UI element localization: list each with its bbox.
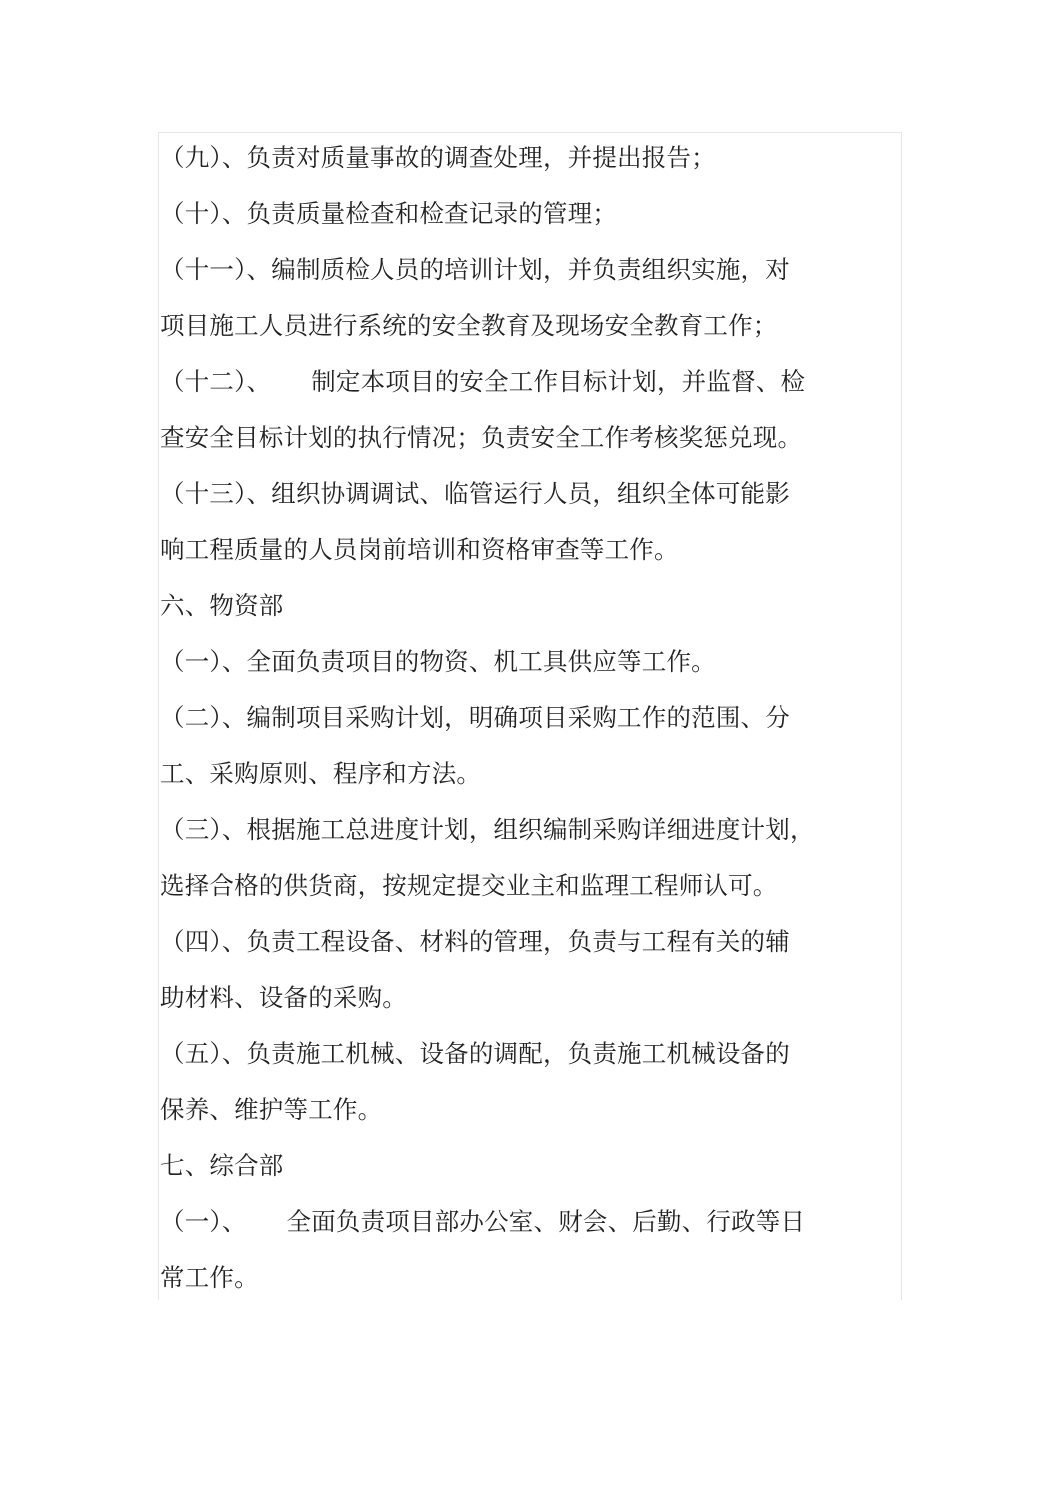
document-body [160, 130, 850, 1306]
text-line: （十）、负责质量检查和检查记录的管理； [160, 199, 618, 228]
text-line: （五）、负责施工机械、设备的调配，负责施工机械设备的 [160, 1039, 790, 1068]
text-line: （九）、负责对质量事故的调查处理，并提出报告； [160, 143, 716, 172]
text-line: 选择合格的供货商，按规定提交业主和监理工程师认可。 [160, 871, 778, 900]
text-line: 响工程质量的人员岗前培训和资格审查等工作。 [160, 535, 679, 564]
text-line: 保养、维护等工作。 [160, 1095, 383, 1124]
text-line: 工、采购原则、程序和方法。 [160, 759, 482, 788]
text-line: 助材料、设备的采购。 [160, 983, 407, 1012]
section-heading: 七、综合部 [160, 1151, 284, 1180]
text-line: （十一）、编制质检人员的培训计划，并负责组织实施，对 [160, 255, 790, 284]
text-line: （一）、全面负责项目的物资、机工具供应等工作。 [160, 647, 716, 676]
text-line: 项目施工人员进行系统的安全教育及现场安全教育工作； [160, 311, 778, 340]
section-heading: 六、物资部 [160, 591, 284, 620]
text-line: （十二）、 制定本项目的安全工作目标计划，并监督、检 [160, 367, 806, 396]
text-line: （一）、 全面负责项目部办公室、财会、后勤、行政等日 [160, 1207, 806, 1236]
text-line: （四）、负责工程设备、材料的管理，负责与工程有关的辅 [160, 927, 790, 956]
text-line: （十三）、组织协调调试、临管运行人员，组织全体可能影 [160, 479, 790, 508]
text-line: 查安全目标计划的执行情况；负责安全工作考核奖惩兑现。 [160, 423, 803, 452]
text-line: （三）、根据施工总进度计划，组织编制采购详细进度计划， [160, 815, 815, 844]
text-line: 常工作。 [160, 1263, 259, 1292]
text-line: （二）、编制项目采购计划，明确项目采购工作的范围、分 [160, 703, 790, 732]
